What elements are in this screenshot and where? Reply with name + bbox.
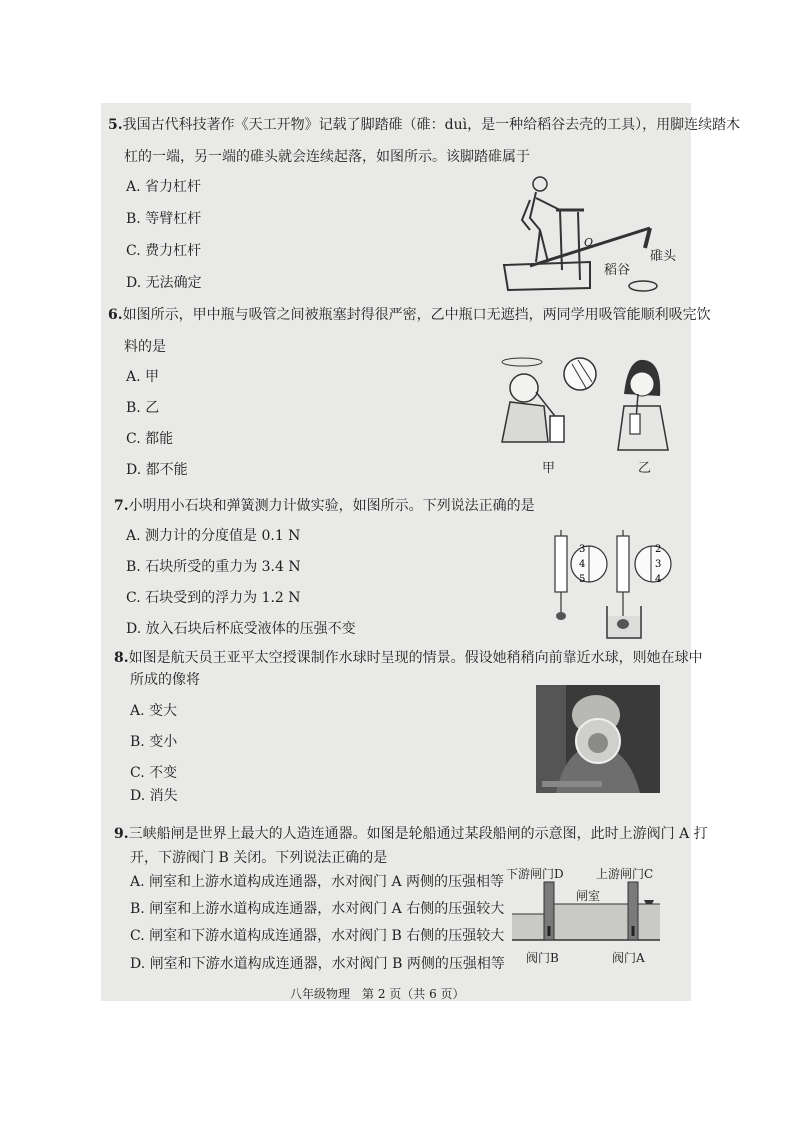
q7-option-a[interactable]: A. 测力计的分度值是 0.1 N (126, 528, 301, 544)
q8-option-a[interactable]: A. 变大 (130, 703, 178, 719)
question-9-line2: 开，下游阀门 B 关闭。下列说法正确的是 (130, 850, 388, 866)
figure-label-yi: 乙 (638, 461, 652, 476)
valve-a-label: 阀门A (612, 951, 645, 965)
question-5-line1 (108, 116, 740, 134)
q6-option-d[interactable]: D. 都不能 (126, 462, 188, 478)
question-6-line2: 料的是 (124, 339, 166, 355)
question-9-line1 (114, 825, 708, 843)
right-scale-tick-2: 2 (655, 544, 662, 555)
page-footer: 八年级物理 第 2 页（共 6 页） (290, 987, 465, 1001)
question-8-line2: 所成的像将 (130, 672, 200, 688)
left-scale-tick-4: 4 (579, 559, 586, 570)
question-8-text: 如图是航天员王亚平太空授课制作水球时呈现的情景。假设她稍稍向前靠近水球，则她在球中 (128, 650, 703, 666)
q5-option-a[interactable]: A. 省力杠杆 (126, 179, 202, 195)
water-ball-photo (536, 685, 660, 793)
figure-label-jia: 甲 (542, 461, 556, 476)
q6-option-b[interactable]: B. 乙 (126, 400, 160, 416)
downstream-gate-d-label: 下游闸门D (506, 867, 564, 881)
question-6-text: 如图所示，甲中瓶与吸管之间被瓶塞封得很严密，乙中瓶口无遮挡，两同学用吸管能顺利吸完饮 (122, 307, 711, 323)
q6-option-a[interactable]: A. 甲 (126, 369, 160, 385)
grain-label: 稻谷 (604, 263, 631, 278)
left-scale-tick-3: 3 (579, 544, 586, 555)
pivot-label: O (584, 236, 594, 249)
valve-b-label: 阀门B (526, 951, 559, 965)
question-8-line1 (114, 649, 703, 667)
q7-option-d[interactable]: D. 放入石块后杯底受液体的压强不变 (126, 621, 356, 637)
left-scale-tick-5: 5 (579, 574, 586, 585)
q9-option-a[interactable]: A. 闸室和上游水道构成连通器，水对阀门 A 两侧的压强相等 (130, 874, 505, 890)
q5-option-d[interactable]: D. 无法确定 (126, 275, 202, 291)
straw-drinking-figure (492, 354, 682, 478)
q8-option-d[interactable]: D. 消失 (130, 788, 178, 804)
question-5-text: 我国古代科技著作《天工开物》记载了脚踏碓（碓：duì，是一种给稻谷去壳的工具），用脚连续踏木 (122, 117, 741, 133)
right-scale-tick-4: 4 (655, 574, 662, 585)
q7-option-b[interactable]: B. 石块所受的重力为 3.4 N (126, 559, 301, 575)
question-6-number: 6. (108, 307, 123, 323)
q5-option-c[interactable]: C. 费力杠杆 (126, 243, 202, 259)
question-6-line1 (108, 306, 711, 324)
q6-option-c[interactable]: C. 都能 (126, 431, 174, 447)
question-5-number: 5. (108, 117, 123, 133)
question-7-number: 7. (114, 498, 129, 514)
question-7-line1 (114, 497, 535, 515)
foot-pestle-figure (500, 170, 690, 298)
question-5-line2: 杠的一端，另一端的碓头就会连续起落，如图所示。该脚踏碓属于 (124, 149, 530, 165)
q9-option-b[interactable]: B. 闸室和上游水道构成连通器，水对阀门 A 右侧的压强较大 (130, 901, 505, 917)
ship-lock-diagram (504, 862, 662, 970)
question-9-text: 三峡船闸是世界上最大的人造连通器。如图是轮船通过某段船闸的示意图，此时上游阀门 A 打 (128, 826, 708, 842)
spring-scale-figure (545, 526, 675, 640)
question-9-number: 9. (114, 826, 129, 842)
question-7-text: 小明用小石块和弹簧测力计做实验，如图所示。下列说法正确的是 (128, 498, 535, 514)
right-scale-tick-3: 3 (655, 559, 662, 570)
q8-option-c[interactable]: C. 不变 (130, 765, 178, 781)
pestle-head-label: 碓头 (650, 249, 677, 264)
upstream-gate-c-label: 上游闸门C (596, 867, 654, 881)
q5-option-b[interactable]: B. 等臂杠杆 (126, 211, 202, 227)
q7-option-c[interactable]: C. 石块受到的浮力为 1.2 N (126, 590, 301, 606)
q9-option-d[interactable]: D. 闸室和下游水道构成连通器，水对阀门 B 两侧的压强相等 (130, 956, 505, 972)
question-8-number: 8. (114, 650, 129, 666)
lock-chamber-label: 闸室 (576, 889, 601, 903)
q9-option-c[interactable]: C. 闸室和下游水道构成连通器，水对阀门 B 右侧的压强较大 (130, 928, 505, 944)
q8-option-b[interactable]: B. 变小 (130, 734, 178, 750)
